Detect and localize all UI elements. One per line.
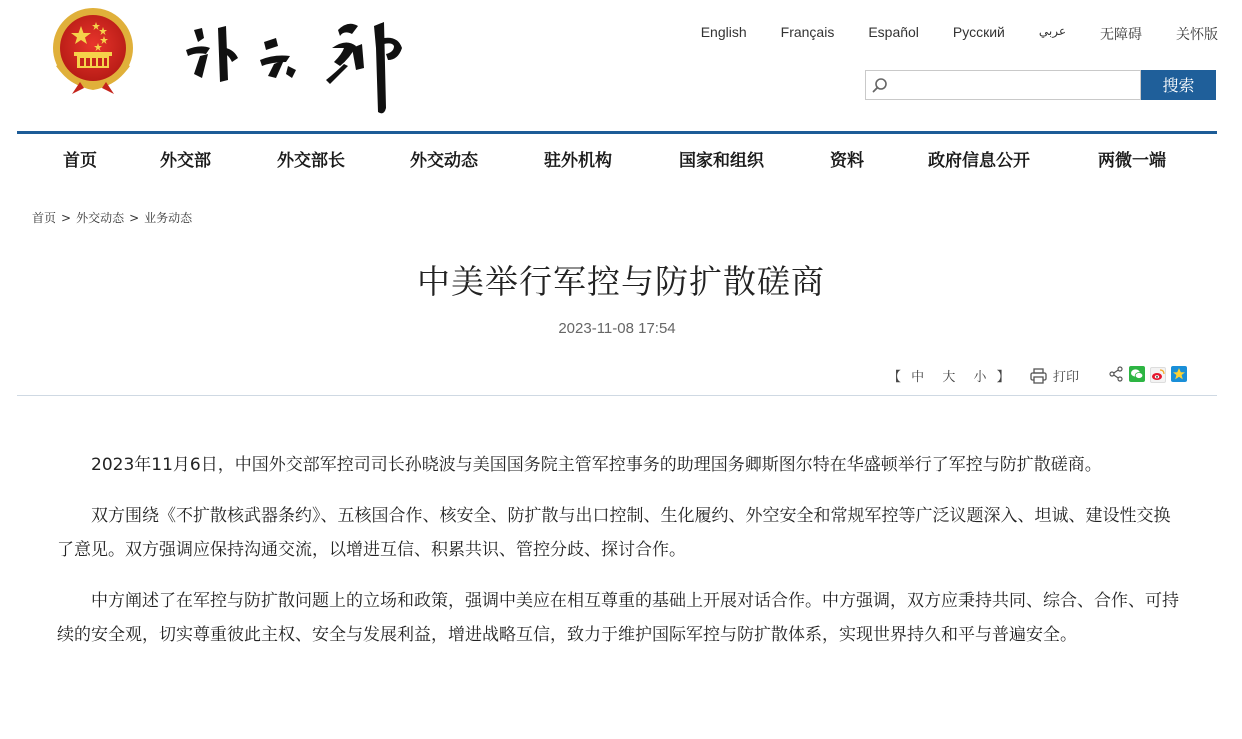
lang-arabic[interactable]: عربي bbox=[1038, 24, 1066, 38]
language-bar bbox=[701, 24, 1218, 44]
nav-item-gov-info[interactable]: 政府信息公开 bbox=[928, 151, 1030, 171]
article-paragraph: 双方围绕《不扩散核武器条约》、五核国合作、核安全、防扩散与出口控制、生化履约、外空安全和常规军控等广泛议题深入、坦诚、建设性交换了意见。双方强调应保持沟通交流，以增进互信、积累共识、管控分歧、探讨合作。 bbox=[57, 506, 1171, 560]
breadcrumb-separator: > bbox=[129, 211, 140, 225]
weibo-icon[interactable] bbox=[1150, 367, 1166, 383]
font-size-large-button[interactable]: 中 bbox=[911, 370, 925, 385]
article-body bbox=[57, 448, 1185, 669]
breadcrumb-home[interactable]: 首页 bbox=[32, 211, 57, 225]
search-box bbox=[865, 70, 1141, 100]
site-logo[interactable] bbox=[180, 8, 412, 120]
nav-item-countries-organizations[interactable]: 国家和组织 bbox=[679, 151, 764, 171]
font-size-bracket-close: 】 bbox=[996, 370, 1010, 385]
share-group bbox=[1108, 366, 1192, 383]
search-icon bbox=[872, 77, 888, 93]
article-date: 2023-11-08 17:54 bbox=[558, 320, 676, 337]
article-divider bbox=[17, 395, 1217, 396]
breadcrumb bbox=[32, 209, 192, 226]
nav-item-missions-abroad[interactable]: 驻外机构 bbox=[544, 151, 612, 171]
font-size-controls bbox=[888, 366, 1024, 385]
qzone-icon[interactable] bbox=[1171, 366, 1187, 382]
nav-item-diplomatic-news[interactable]: 外交动态 bbox=[410, 151, 478, 171]
article-title: 中美举行军控与防扩散磋商 bbox=[417, 262, 825, 301]
breadcrumb-diplomatic-news[interactable]: 外交动态 bbox=[76, 211, 125, 225]
search-input[interactable] bbox=[894, 73, 1138, 99]
lang-spanish[interactable]: Español bbox=[868, 24, 919, 40]
header-divider bbox=[17, 131, 1217, 134]
printer-icon bbox=[1030, 368, 1047, 384]
nav-item-ministry[interactable]: 外交部 bbox=[160, 151, 211, 171]
article-paragraph: 2023年11月6日，中国外交部军控司司长孙晓波与美国国务院主管军控事务的助理国务卿斯图尔特在华盛顿举行了军控与防扩散磋商。 bbox=[91, 455, 1102, 475]
nav-item-minister[interactable]: 外交部长 bbox=[277, 151, 345, 171]
nav-item-home[interactable]: 首页 bbox=[63, 151, 97, 171]
article-paragraph: 中方阐述了在军控与防扩散问题上的立场和政策，强调中美应在相互尊重的基础上开展对话合作。中方强调，双方应秉持共同、综合、合作、可持续的安全观，切实尊重彼此主权、安全与发展利益，增进战略互信，致力于维护国际军控与防扩散体系，实现世界持久和平与普遍安全。 bbox=[57, 591, 1179, 645]
font-size-small-button[interactable]: 小 bbox=[973, 370, 987, 385]
search-button[interactable]: 搜索 bbox=[1141, 70, 1216, 100]
font-size-medium-button[interactable]: 大 bbox=[942, 370, 956, 385]
care-version-link[interactable]: 关怀版 bbox=[1176, 26, 1218, 42]
share-icon[interactable] bbox=[1108, 366, 1124, 382]
accessibility-link[interactable]: 无障碍 bbox=[1100, 26, 1142, 42]
breadcrumb-business-news[interactable]: 业务动态 bbox=[144, 211, 193, 225]
wechat-icon[interactable] bbox=[1129, 366, 1145, 382]
main-nav bbox=[17, 146, 1217, 176]
font-size-bracket-open: 【 bbox=[888, 370, 902, 385]
lang-russian[interactable]: Русский bbox=[952, 24, 1005, 40]
print-button[interactable] bbox=[1030, 366, 1079, 385]
nav-item-social-media[interactable]: 两微一端 bbox=[1098, 151, 1166, 171]
lang-french[interactable]: Français bbox=[780, 24, 835, 40]
breadcrumb-separator: > bbox=[61, 211, 72, 225]
nav-item-materials[interactable]: 资料 bbox=[830, 151, 864, 171]
national-emblem-icon[interactable] bbox=[50, 6, 136, 96]
print-label: 打印 bbox=[1053, 370, 1080, 385]
lang-english[interactable]: English bbox=[700, 24, 747, 40]
